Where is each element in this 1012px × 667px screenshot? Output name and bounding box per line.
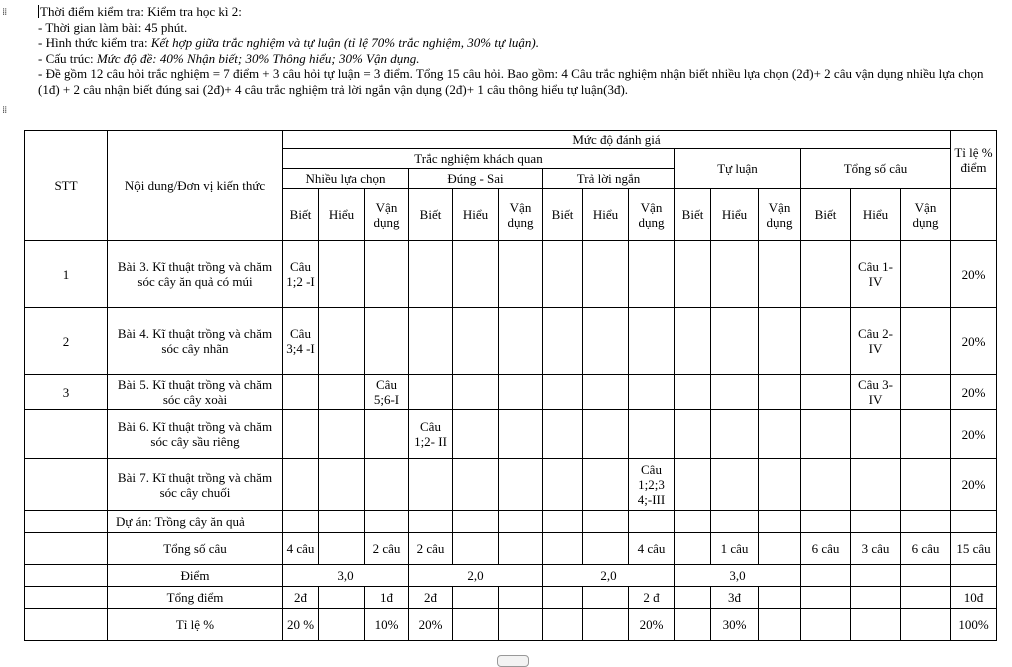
summary-total: 10đ — [951, 587, 997, 609]
row-cell — [283, 459, 319, 511]
row-content: Bài 5. Kĩ thuật trồng và chăm sóc cây xoài — [108, 375, 283, 410]
row-diem — [25, 565, 997, 587]
row-cell — [319, 241, 365, 308]
row-cell — [365, 459, 409, 511]
header-level-1: Hiểu — [319, 189, 365, 241]
drag-handle-icon[interactable]: ⁞⁞ — [2, 7, 7, 18]
text-cursor — [38, 5, 39, 18]
header-level-5: Vận dụng — [499, 189, 543, 241]
info-line-structure: - Cấu trúc: Mức độ đề: 40% Nhận biết; 30% Thông hiểu; 30% Vận dụng. — [38, 50, 420, 66]
summary-cell: 20% — [409, 609, 453, 641]
row-stt — [25, 511, 108, 533]
header-level-9: Biết — [675, 189, 711, 241]
summary-cell — [319, 609, 365, 641]
row-cell — [409, 308, 453, 375]
diem-tu-luan: 3,0 — [675, 565, 801, 587]
row-cell — [583, 511, 629, 533]
row-content: Dự án: Trồng cây ăn quả — [108, 511, 283, 533]
header-level-10: Hiểu — [711, 189, 759, 241]
table-row — [25, 375, 997, 410]
row-ti-le: 20% — [951, 375, 997, 410]
row-cell — [801, 459, 851, 511]
summary-cell — [851, 587, 901, 609]
header-level-13: Hiểu — [851, 189, 901, 241]
row-cell — [543, 511, 583, 533]
summary-cell: 4 câu — [629, 533, 675, 565]
row-content: Bài 4. Kĩ thuật trồng và chăm sóc cây nhãn — [108, 308, 283, 375]
row-cell — [583, 459, 629, 511]
row-cell — [319, 375, 365, 410]
row-cell — [901, 375, 951, 410]
row-cell — [583, 308, 629, 375]
row-cell — [629, 511, 675, 533]
summary-label: Tỉ lệ % — [108, 609, 283, 641]
row-content: Bài 3. Kĩ thuật trồng và chăm sóc cây ăn quả có múi — [108, 241, 283, 308]
row-cell — [901, 459, 951, 511]
header-nhieu-lua-chon: Nhiều lựa chọn — [283, 169, 409, 189]
row-cell — [583, 410, 629, 459]
row-cell: Câu 1-IV — [851, 241, 901, 308]
row-cell: Câu 1;2;3 4;-III — [629, 459, 675, 511]
row-cell: Câu 3;4 -I — [283, 308, 319, 375]
row-cell — [543, 241, 583, 308]
row-cell — [283, 375, 319, 410]
info-line-format: - Hình thức kiểm tra: Kết hợp giữa trắc nghiệm và tự luận (tỉ lệ 70% trắc nghiệm, 30% tự luận). — [38, 35, 540, 51]
row-cell — [629, 410, 675, 459]
table-row — [25, 308, 997, 375]
summary-label: Tổng số câu — [108, 533, 283, 565]
row-ti-le — [25, 609, 997, 641]
table-row — [25, 459, 997, 511]
info-line-composition: - Đề gồm 12 câu hỏi trắc nghiệm = 7 điểm + 3 câu hỏi tự luận = 3 điểm. Tổng 15 câu hỏi. Bao gồm: 4 Câu trắc nghiệm nhận biết nhiều lựa chọn (2đ)+ 2 câu vận dụng nhiều lựa chọn (1đ) + 2 câu nhận biết đúng sai (2đ)+ 4 câu trắc nghiệm trả lời ngắn vận dụng (2đ)+ 1 câu thông hiểu tự luận(3đ). — [38, 66, 984, 97]
summary-cell: 20 % — [283, 609, 319, 641]
page-tab[interactable] — [497, 655, 529, 667]
summary-label: Điểm — [108, 565, 283, 587]
summary-cell — [583, 587, 629, 609]
row-cell — [801, 511, 851, 533]
row-cell — [711, 459, 759, 511]
row-cell — [711, 308, 759, 375]
row-cell: Câu 1;2- II — [409, 410, 453, 459]
info-line-time: Thời điểm kiểm tra: Kiểm tra học kì 2: — [40, 4, 242, 19]
row-cell — [453, 308, 499, 375]
row-cell — [499, 459, 543, 511]
header-trac-nghiem: Trắc nghiệm khách quan — [283, 149, 675, 169]
row-cell — [365, 410, 409, 459]
summary-cell: 3đ — [711, 587, 759, 609]
row-cell — [759, 241, 801, 308]
row-cell — [365, 241, 409, 308]
summary-cell: 1 câu — [711, 533, 759, 565]
row-cell — [675, 375, 711, 410]
summary-blank — [25, 565, 108, 587]
header-content: Nội dung/Đơn vị kiến thức — [108, 131, 283, 241]
header-level-4: Hiểu — [453, 189, 499, 241]
row-ti-le: 20% — [951, 459, 997, 511]
row-cell — [453, 459, 499, 511]
summary-cell — [801, 587, 851, 609]
summary-cell: 1đ — [365, 587, 409, 609]
row-cell — [801, 410, 851, 459]
row-cell — [499, 241, 543, 308]
header-level-8: Vận dụng — [629, 189, 675, 241]
summary-cell: 2 câu — [409, 533, 453, 565]
summary-cell — [759, 587, 801, 609]
row-cell — [901, 410, 951, 459]
row-cell — [319, 459, 365, 511]
summary-cell: 2 đ — [629, 587, 675, 609]
header-blank — [951, 189, 997, 241]
row-cell: Câu 1;2 -I — [283, 241, 319, 308]
row-cell — [675, 511, 711, 533]
row-cell — [759, 511, 801, 533]
row-cell — [711, 410, 759, 459]
row-cell — [851, 459, 901, 511]
row-cell: Câu 5;6-I — [365, 375, 409, 410]
row-cell — [851, 511, 901, 533]
row-cell — [543, 375, 583, 410]
summary-blank — [901, 565, 951, 587]
row-cell — [675, 410, 711, 459]
header-level-3: Biết — [409, 189, 453, 241]
summary-cell — [543, 587, 583, 609]
summary-cell: 2đ — [409, 587, 453, 609]
summary-blank — [25, 587, 108, 609]
row-cell — [319, 308, 365, 375]
summary-blank — [25, 609, 108, 641]
row-cell — [583, 241, 629, 308]
row-ti-le: 20% — [951, 410, 997, 459]
header-level-2: Vận dụng — [365, 189, 409, 241]
row-cell — [711, 511, 759, 533]
row-cell — [453, 375, 499, 410]
summary-cell — [675, 533, 711, 565]
header-level-11: Vận dụng — [759, 189, 801, 241]
summary-blank — [951, 565, 997, 587]
summary-cell — [543, 533, 583, 565]
row-cell — [409, 511, 453, 533]
row-stt: 3 — [25, 375, 108, 410]
row-cell — [319, 410, 365, 459]
header-tong-so-cau: Tổng số câu — [801, 149, 951, 189]
header-ti-le: Tỉ lệ % điểm — [951, 131, 997, 189]
header-dung-sai: Đúng - Sai — [409, 169, 543, 189]
row-cell — [901, 511, 951, 533]
row-cell — [711, 241, 759, 308]
summary-cell: 2đ — [283, 587, 319, 609]
row-stt: 2 — [25, 308, 108, 375]
summary-cell — [801, 609, 851, 641]
row-cell — [759, 375, 801, 410]
row-cell — [499, 308, 543, 375]
summary-cell: 6 câu — [901, 533, 951, 565]
table-row — [25, 511, 997, 533]
table-move-handle-icon[interactable]: ⁞⁞ — [2, 105, 7, 116]
row-cell — [675, 241, 711, 308]
summary-cell — [453, 533, 499, 565]
row-cell — [499, 375, 543, 410]
row-cell — [901, 308, 951, 375]
summary-cell — [675, 587, 711, 609]
summary-blank — [851, 565, 901, 587]
summary-cell: 10% — [365, 609, 409, 641]
row-cell — [453, 410, 499, 459]
summary-cell: 20% — [629, 609, 675, 641]
row-cell: Câu 2-IV — [851, 308, 901, 375]
summary-cell — [453, 609, 499, 641]
row-ti-le — [951, 511, 997, 533]
row-cell — [283, 511, 319, 533]
row-ti-le: 20% — [951, 308, 997, 375]
row-cell — [365, 511, 409, 533]
row-cell — [365, 308, 409, 375]
summary-cell — [759, 609, 801, 641]
row-cell — [453, 511, 499, 533]
exam-info — [38, 4, 998, 98]
summary-cell — [453, 587, 499, 609]
assessment-matrix-table — [24, 130, 997, 641]
row-cell — [409, 459, 453, 511]
summary-cell — [851, 609, 901, 641]
diem-nhieu-lua-chon: 3,0 — [283, 565, 409, 587]
summary-blank — [801, 565, 851, 587]
row-cell — [499, 511, 543, 533]
row-cell — [629, 375, 675, 410]
row-cell — [499, 410, 543, 459]
header-level-12: Biết — [801, 189, 851, 241]
summary-label: Tổng điểm — [108, 587, 283, 609]
row-cell — [801, 308, 851, 375]
row-tong-diem — [25, 587, 997, 609]
table-row — [25, 241, 997, 308]
row-ti-le: 20% — [951, 241, 997, 308]
row-cell — [675, 459, 711, 511]
table-row — [25, 410, 997, 459]
diem-tra-loi-ngan: 2,0 — [543, 565, 675, 587]
row-cell — [543, 410, 583, 459]
row-content: Bài 7. Kĩ thuật trồng và chăm sóc cây chuối — [108, 459, 283, 511]
row-cell — [543, 459, 583, 511]
row-cell — [409, 375, 453, 410]
row-cell — [543, 308, 583, 375]
row-cell — [711, 375, 759, 410]
summary-total: 100% — [951, 609, 997, 641]
row-cell — [801, 375, 851, 410]
header-level-6: Biết — [543, 189, 583, 241]
row-cell — [759, 308, 801, 375]
header-tu-luan: Tự luận — [675, 149, 801, 189]
summary-cell — [583, 533, 629, 565]
header-level-0: Biết — [283, 189, 319, 241]
row-content: Bài 6. Kĩ thuật trồng và chăm sóc cây sầu riêng — [108, 410, 283, 459]
header-tra-loi-ngan: Trả lời ngắn — [543, 169, 675, 189]
header-level-14: Vận dụng — [901, 189, 951, 241]
summary-cell: 6 câu — [801, 533, 851, 565]
row-cell — [851, 410, 901, 459]
row-cell — [319, 511, 365, 533]
diem-dung-sai: 2,0 — [409, 565, 543, 587]
row-cell — [629, 308, 675, 375]
row-stt — [25, 410, 108, 459]
summary-cell — [583, 609, 629, 641]
row-cell — [453, 241, 499, 308]
summary-cell: 4 câu — [283, 533, 319, 565]
row-tong-so-cau — [25, 533, 997, 565]
row-cell — [583, 375, 629, 410]
row-stt: 1 — [25, 241, 108, 308]
summary-cell — [759, 533, 801, 565]
row-cell — [409, 241, 453, 308]
row-stt — [25, 459, 108, 511]
summary-cell — [499, 609, 543, 641]
summary-cell — [901, 609, 951, 641]
summary-blank — [25, 533, 108, 565]
row-cell — [629, 241, 675, 308]
summary-cell — [499, 587, 543, 609]
summary-cell: 2 câu — [365, 533, 409, 565]
header-level-7: Hiểu — [583, 189, 629, 241]
summary-cell — [319, 587, 365, 609]
summary-cell: 3 câu — [851, 533, 901, 565]
summary-cell — [675, 609, 711, 641]
row-cell — [675, 308, 711, 375]
row-cell — [759, 459, 801, 511]
summary-cell — [543, 609, 583, 641]
header-stt: STT — [25, 131, 108, 241]
header-muc-do: Mức độ đánh giá — [283, 131, 951, 149]
row-cell — [283, 410, 319, 459]
summary-cell: 30% — [711, 609, 759, 641]
row-cell: Câu 3-IV — [851, 375, 901, 410]
row-cell — [801, 241, 851, 308]
row-cell — [759, 410, 801, 459]
row-cell — [901, 241, 951, 308]
summary-cell — [499, 533, 543, 565]
summary-cell — [901, 587, 951, 609]
summary-cell — [319, 533, 365, 565]
info-line-duration: - Thời gian làm bài: 45 phút. — [38, 19, 188, 35]
summary-total: 15 câu — [951, 533, 997, 565]
